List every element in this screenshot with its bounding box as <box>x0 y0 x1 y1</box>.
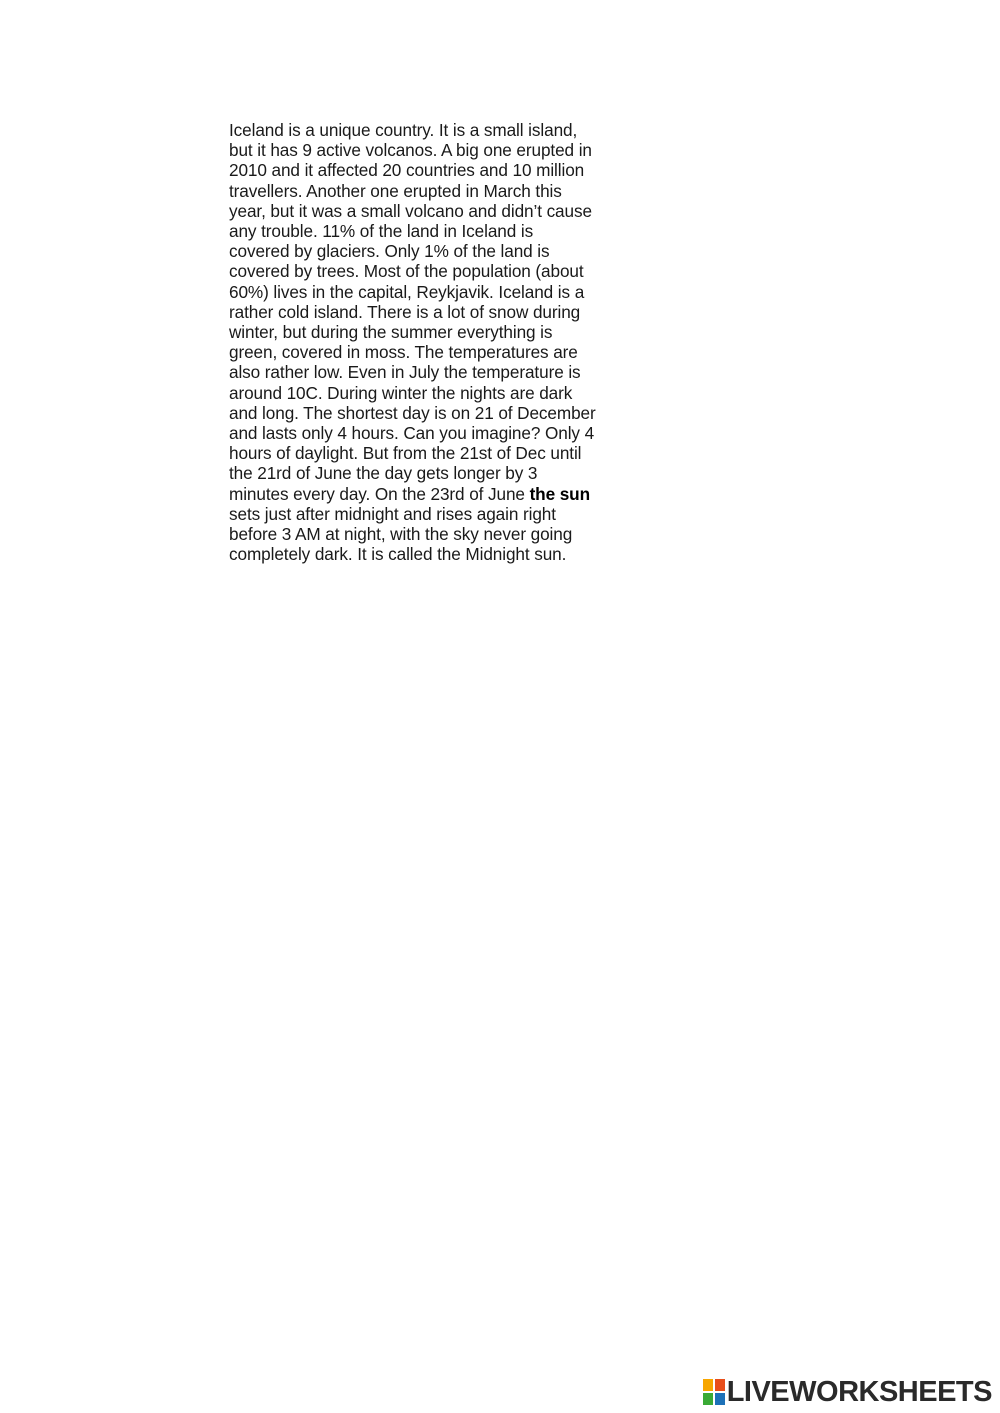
passage-line: winter, but during the summer everything is <box>229 322 553 343</box>
passage-line: rather cold island. There is a lot of snow during <box>229 301 581 322</box>
passage-line: green, covered in moss. The temperatures are <box>229 342 578 363</box>
passage-line: also rather low. Even in July the temperature is <box>229 362 581 383</box>
passage-line: any trouble. 11% of the land in Iceland is <box>229 221 534 242</box>
passage-line: completely dark. It is called the Midnight sun. <box>229 544 567 565</box>
logo-tile-i <box>715 1379 725 1391</box>
logo-tile-e <box>715 1393 725 1405</box>
passage-line: around 10C. During winter the nights are dark <box>229 382 573 403</box>
passage-line: but it has 9 active volcanos. A big one erupted in <box>229 140 592 161</box>
passage-line: 2010 and it affected 20 countries and 10 million <box>229 160 585 181</box>
logo-tile-l <box>703 1379 713 1391</box>
highlighted-term: the sun <box>529 483 590 504</box>
passage-line: before 3 AM at night, with the sky never going <box>229 524 573 545</box>
passage-line: year, but it was a small volcano and didn’t cause <box>229 200 592 221</box>
reading-passage <box>229 120 649 564</box>
liveworksheets-brand <box>703 1377 992 1407</box>
passage-line: and long. The shortest day is on 21 of December <box>229 402 596 423</box>
brand-wordmark: LIVEWORKSHEETS <box>726 1376 992 1408</box>
passage-line: covered by glaciers. Only 1% of the land is <box>229 241 550 262</box>
passage-line: the 21rd of June the day gets longer by 3 <box>229 463 538 484</box>
passage-line: 60%) lives in the capital, Reykjavik. Iceland is a <box>229 281 585 302</box>
passage-line: and lasts only 4 hours. Can you imagine? Only 4 <box>229 423 595 444</box>
passage-line: Iceland is a unique country. It is a small island, <box>229 120 578 140</box>
passage-text: minutes every day. On the 23rd of June <box>229 483 530 504</box>
passage-line <box>229 484 649 504</box>
logo-tile-v <box>703 1393 713 1405</box>
liveworksheets-logo-icon <box>703 1379 725 1405</box>
passage-line: travellers. Another one erupted in March this <box>229 180 562 201</box>
passage-line: hours of daylight. But from the 21st of Dec until <box>229 443 582 464</box>
passage-line: covered by trees. Most of the population (about <box>229 261 584 282</box>
passage-line: sets just after midnight and rises again right <box>229 503 556 524</box>
